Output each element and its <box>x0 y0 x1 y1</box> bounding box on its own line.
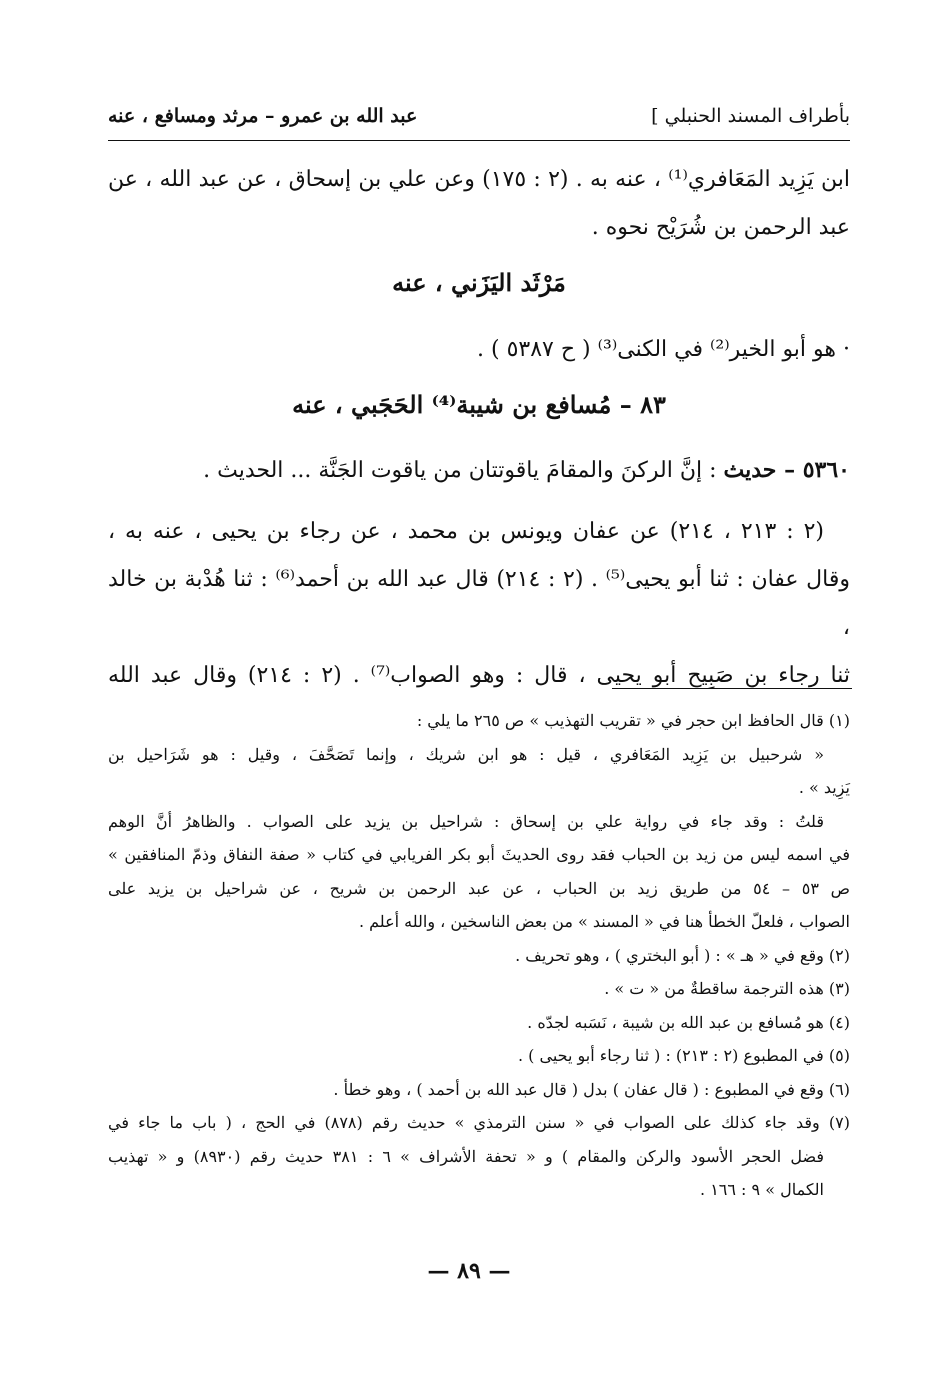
footnote-line: (٣) هذه الترجمة ساقطةٌ من « ت » . <box>604 979 850 998</box>
header-section-title: عبد الله بن عمرو – مرثد ومسافع ، عنه <box>108 105 418 127</box>
footnote-line: الكمال » ٩ : ١٦٦ . <box>700 1180 824 1199</box>
footnotes <box>108 704 850 1207</box>
text-line: (٢ : ٢١٣ ، ٢١٤) عن عفان ويونس بن محمد ، عن رجاء بن يحيى ، عنه به ، <box>108 519 824 544</box>
footnote-line: يَزِيد » . <box>798 778 850 797</box>
footnote-line: (٧) وقد جاء كذلك على الصواب في « سنن الترمذي » حديث رقم (٨٧٨) في الحج ، ( باب ما جاء في <box>108 1113 851 1132</box>
footnote-line: (٥) في المطبوع (٢ : ٢١٣) : ( ثنا رجاء أبو يحيى ) . <box>517 1046 850 1065</box>
hadith-number: ٥٣٦٠ – حديث <box>723 457 850 483</box>
footnote-line: (٢) وقع في « هـ » : ( أبو البختري ) ، وهو تحريف . <box>515 945 850 965</box>
text-line: وقال عفان : ثنا أبو يحيى⁽⁵⁾ . (٢ : ٢١٤) قال عبد الله بن أحمد⁽⁶⁾ : ثنا هُدْبة بن خالد ، <box>108 567 850 640</box>
footnote-line: (٦) وقع في المطبوع : ( قال عفان ) بدل ( قال عبد الله بن أحمد ) ، وهو خطأ . <box>333 1079 850 1099</box>
section-heading-marthad: مَرْثَد اليَزَني ، عنه <box>392 268 566 297</box>
footnote-rule <box>612 688 852 689</box>
footnote-line: الصواب ، فلعلّ الخطأ هنا في « المسند » من بعض الناسخين ، والله أعلم . <box>358 912 850 931</box>
marthad-note <box>108 326 850 374</box>
text-line: · هو أبو الخير⁽²⁾ في الكنى⁽³⁾ ( ح ٥٣٨٧ ) . <box>477 337 850 362</box>
hadith-isnad-paragraph <box>108 508 850 700</box>
header-rule <box>108 140 850 141</box>
text-line: عبد الرحمن بن شُرَيْح نحوه . <box>591 215 850 240</box>
footnote-line: ص ٥٣ – ٥٤ من طريق زيد بن الحباب ، عن عبد الرحمن بن شريح ، عن شراحيل بن يزيد على <box>108 878 851 898</box>
running-header <box>108 96 850 136</box>
footnote-line: (٤) هو مُسافع بن عبد الله بن شيبة ، نَسَبه لجدّه . <box>527 1012 850 1032</box>
text-line: ثنا رجاء بن صَبِيح أبو يحيى ، قال : وهو الصواب⁽⁷⁾ . (٢ : ٢١٤) وقال عبد الله <box>108 663 850 688</box>
text-line <box>108 446 850 495</box>
hadith-entry <box>108 446 850 495</box>
text-line: ابن يَزِيد المَعَافري⁽¹⁾ ، عنه به . (٢ : ١٧٥) وعن علي بن إسحاق ، عن عبد الله ، عن <box>108 167 850 192</box>
section-heading-musafi: ٨٣ – مُسافع بن شيبة⁽⁴⁾ الحَجَبي ، عنه <box>292 390 666 419</box>
footnote-line: (١) قال الحافظ ابن حجر في « تقريب التهذيب » ص ٢٦٥ ما يلي : <box>416 711 850 730</box>
hadith-text: : إنَّ الركنَ والمقامَ ياقوتتان من ياقوت الجَنَّة ... الحديث . <box>203 458 717 483</box>
footnote-line: في اسمه ليس من زيد بن الحباب فقد روى الحديثَ أبو بكر الفريابي في كتاب « صفة النفاق وذمّ المنافقين » <box>108 845 850 864</box>
footnote-line: « شرحبيل بن يَزِيد المَعَافري ، قيل : هو ابن شريك ، وإنما تَصَحَّفَ ، وقيل : هو شَرَاحيل بن <box>108 744 824 764</box>
footnote-line: فضل الحجر الأسود والركن والمقام ) و « تحفة الأشراف » ٦ : ٣٨١ حديث رقم (٨٩٣٠) و « تهذيب <box>108 1146 825 1166</box>
paragraph-continuation <box>108 156 850 252</box>
footnote-line: قلتُ : وقد جاء في رواية علي بن إسحاق : شراحيل بن يزيد على الصواب . والظاهرُ أنَّ الوهم <box>108 811 824 831</box>
page-number: — ٨٩ — <box>427 1258 511 1284</box>
header-book-title: بأطراف المسند الحنبلي ] <box>651 105 850 127</box>
